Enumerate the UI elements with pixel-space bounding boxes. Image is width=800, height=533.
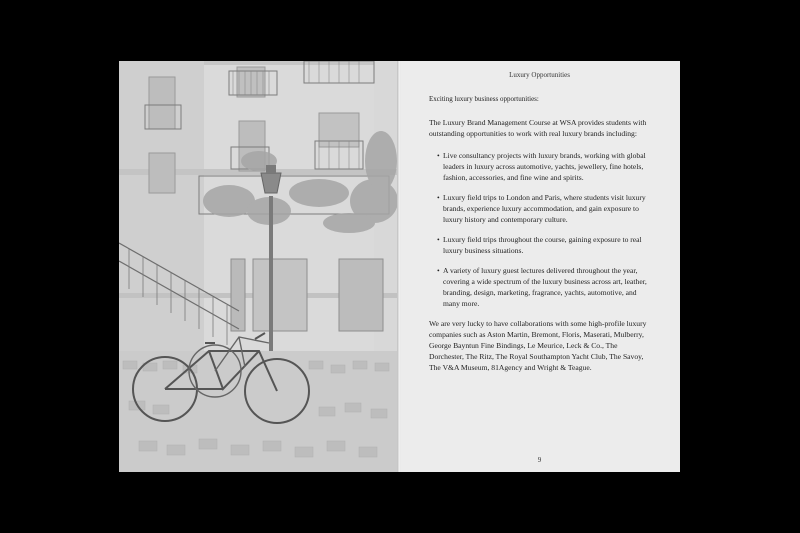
list-item: • Luxury field trips to London and Paris, where students visit luxury brands, experience luxury accommodation, and gain exposure to luxury history and contemporary culture. — [443, 192, 653, 225]
running-head: Luxury Opportunities — [509, 71, 570, 79]
closing-paragraph: We are very lucky to have collaborations with some high-profile luxury companies such as Aston Martin, Bremont, Floris, Maserati, Mulberry, George Bayntun Fine Bindings, Le Meurice, Leck & Co., The Dorchester, The Ritz, The Royal Southampton Yacht Club, The Savoy, The V&A Museum, 81Agency and Wright & Teague. — [429, 319, 647, 372]
spine-gutter — [397, 61, 401, 472]
booklet-spread — [119, 61, 680, 472]
opportunities-list — [429, 150, 653, 309]
list-item: • Live consultancy projects with luxury brands, working with global leaders in luxury across automotive, yachts, jewellery, fine hotels, fashion, accessories, and fine wine and spirits. — [443, 150, 653, 183]
list-item: • Luxury field trips throughout the course, gaining exposure to real luxury business situations. — [443, 234, 653, 256]
paris-courtyard-bicycle-photo — [119, 61, 399, 472]
section-subhead: Exciting luxury business opportunities: — [429, 95, 539, 103]
intro-paragraph: The Luxury Brand Management Course at WSA provides students with outstanding opportunities to work with real luxury brands including: — [429, 118, 647, 138]
text-page — [399, 61, 680, 472]
body-text — [429, 117, 653, 384]
list-item: • A variety of luxury guest lectures delivered throughout the year, covering a wide spectrum of the luxury business across art, leather, branding, design, marketing, fragrance, yachts, automotive, and many more. — [443, 265, 653, 309]
photo-page — [119, 61, 399, 472]
page-number: 9 — [537, 456, 542, 464]
